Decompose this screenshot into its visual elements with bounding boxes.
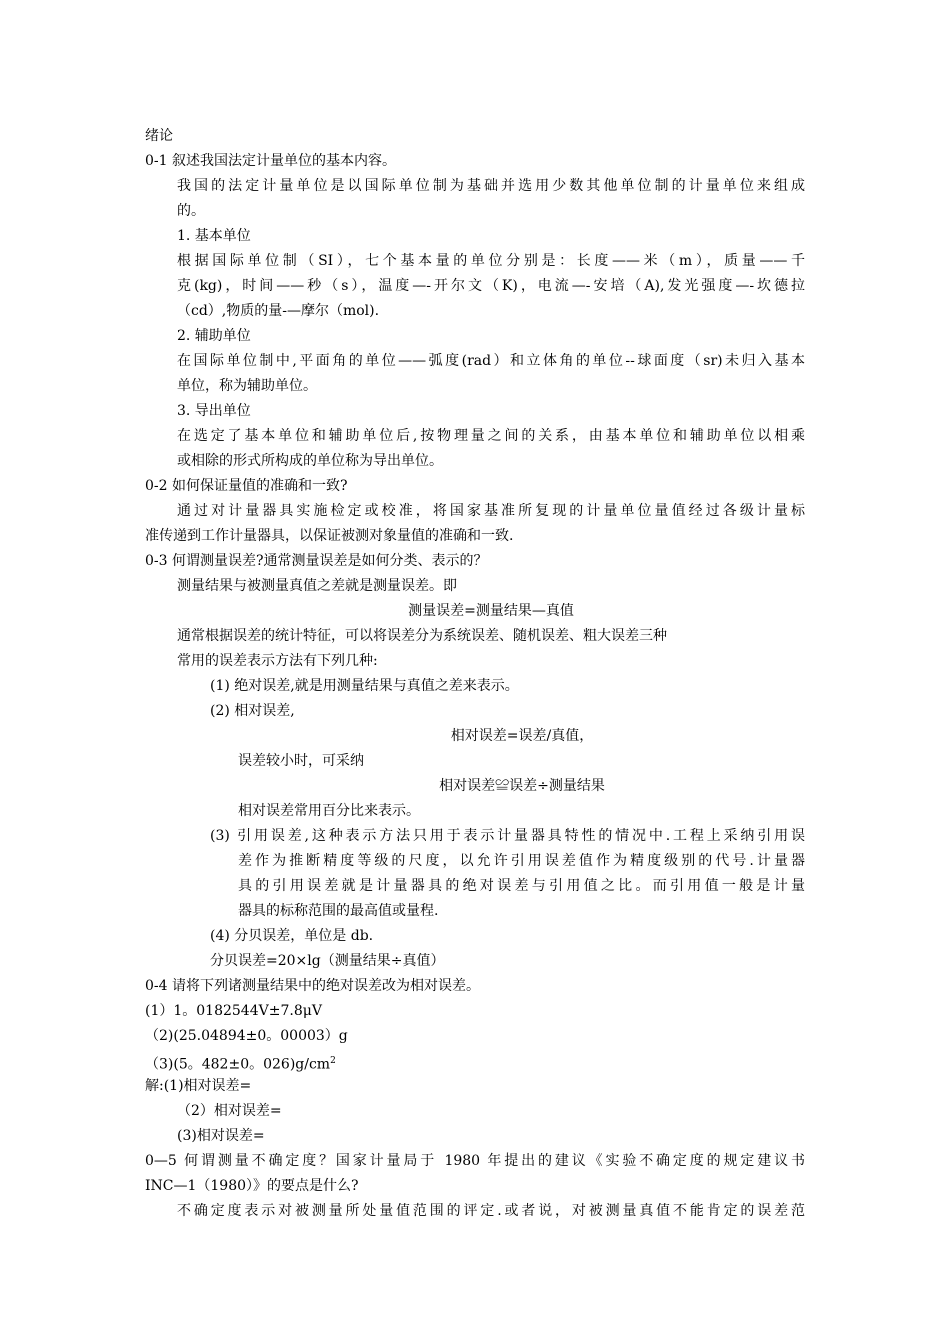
superscript: 2 — [330, 1056, 336, 1066]
paragraph-line: 或相除的形式所构成的单位称为导出单位。 — [177, 453, 443, 469]
answer-line-2: （2）相对误差= — [177, 1103, 282, 1119]
question-0-1: 0-1 叙述我国法定计量单位的基本内容。 — [145, 153, 396, 169]
paragraph-line: 通过对计量器具实施检定或校准，将国家基准所复现的计量单位量值经过各级计量标 — [177, 503, 805, 519]
paragraph-line: 根据国际单位制（SI），七个基本量的单位分别是：长度——米（m），质量——千 — [177, 253, 805, 269]
paragraph-line: 单位，称为辅助单位。 — [177, 378, 317, 394]
paragraph-line: 具的引用误差就是计量器具的绝对误差与引用值之比。而引用值一般是计量 — [238, 878, 805, 894]
paragraph-line: INC—1（1980）》的要点是什么? — [145, 1178, 359, 1194]
question-0-5: 0—5 何谓测量不确定度？国家计量局于 1980 年提出的建议《实验不确定度的规定建议书 — [145, 1153, 805, 1169]
paragraph-line: 在选定了基本单位和辅助单位后,按物理量之间的关系，由基本单位和辅助单位以相乘 — [177, 428, 805, 444]
paragraph-line: 相对误差常用百分比来表示。 — [238, 803, 420, 819]
measurement-item-3 — [145, 1052, 336, 1074]
paragraph-line: 我国的法定计量单位是以国际单位制为基础并选用少数其他单位制的计量单位来组成 — [177, 178, 805, 194]
list-heading-derived-units: 3. 导出单位 — [177, 403, 251, 419]
formula-relative-error: 相对误差=误差/真值， — [450, 728, 594, 744]
formula-measurement-error: 测量误差=测量结果—真值 — [408, 603, 574, 619]
answer-line-1: 解:(1)相对误差= — [145, 1078, 252, 1094]
question-0-4: 0-4 请将下列诸测量结果中的绝对误差改为相对误差。 — [145, 978, 480, 994]
question-0-3: 0-3 何谓测量误差?通常测量误差是如何分类、表示的？ — [145, 553, 488, 569]
measurement-item-1: (1）1。0182544V±7.8μV — [145, 1003, 322, 1019]
paragraph-line: 准传递到工作计量器具，以保证被测对象量值的准确和一致. — [145, 528, 514, 544]
measurement-item-3-text: （3)(5。482±0。026)g/cm — [145, 1056, 331, 1073]
list-item-absolute-error: (1) 绝对误差,就是用测量结果与真值之差来表示。 — [210, 678, 519, 694]
paragraph-line: 误差较小时，可采纳 — [238, 753, 364, 769]
paragraph-line: 的。 — [177, 203, 205, 219]
paragraph-line: （cd）,物质的量-—摩尔（mol). — [177, 303, 380, 319]
measurement-item-2: （2)(25.04894±0。00003）g — [145, 1028, 348, 1044]
paragraph-line: 测量结果与被测量真值之差就是测量误差。即 — [177, 578, 457, 594]
question-0-2: 0-2 如何保证量值的准确和一致? — [145, 478, 348, 494]
paragraph-line: 在国际单位制中,平面角的单位——弧度(rad）和立体角的单位--球面度（sr)未归入基本 — [177, 353, 805, 369]
paragraph-line: 差作为推断精度等级的尺度，以允许引用误差值作为精度级别的代号.计量器 — [238, 853, 805, 869]
answer-line-3: (3)相对误差= — [177, 1128, 265, 1144]
paragraph-line: 克(kg)，时间——秒（s），温度—-开尔文（K)，电流—-安培（A),发光强度—-坎德拉 — [177, 278, 805, 294]
paragraph-line: 不确定度表示对被测量所处量值范围的评定.或者说，对被测量真值不能肯定的误差范 — [177, 1203, 805, 1219]
formula-relative-error-approx: 相对误差≌误差÷测量结果 — [439, 778, 605, 794]
list-heading-supplementary-units: 2. 辅助单位 — [177, 328, 251, 344]
section-heading: 绪论 — [145, 128, 173, 144]
list-item-decibel-error: (4) 分贝误差，单位是 db. — [210, 928, 374, 944]
paragraph-line: 器具的标称范围的最高值或量程. — [238, 903, 439, 919]
list-item-fiducial-error: (3) 引用误差,这种表示方法只用于表示计量器具特性的情况中.工程上采纳引用误 — [210, 828, 805, 844]
paragraph-line: 常用的误差表示方法有下列几种: — [177, 653, 378, 669]
list-item-relative-error: (2) 相对误差, — [210, 703, 295, 719]
list-heading-basic-units: 1. 基本单位 — [177, 228, 251, 244]
formula-decibel-error: 分贝误差=20×lg（测量结果÷真值） — [210, 953, 445, 969]
paragraph-line: 通常根据误差的统计特征，可以将误差分为系统误差、随机误差、粗大误差三种 — [177, 628, 667, 644]
